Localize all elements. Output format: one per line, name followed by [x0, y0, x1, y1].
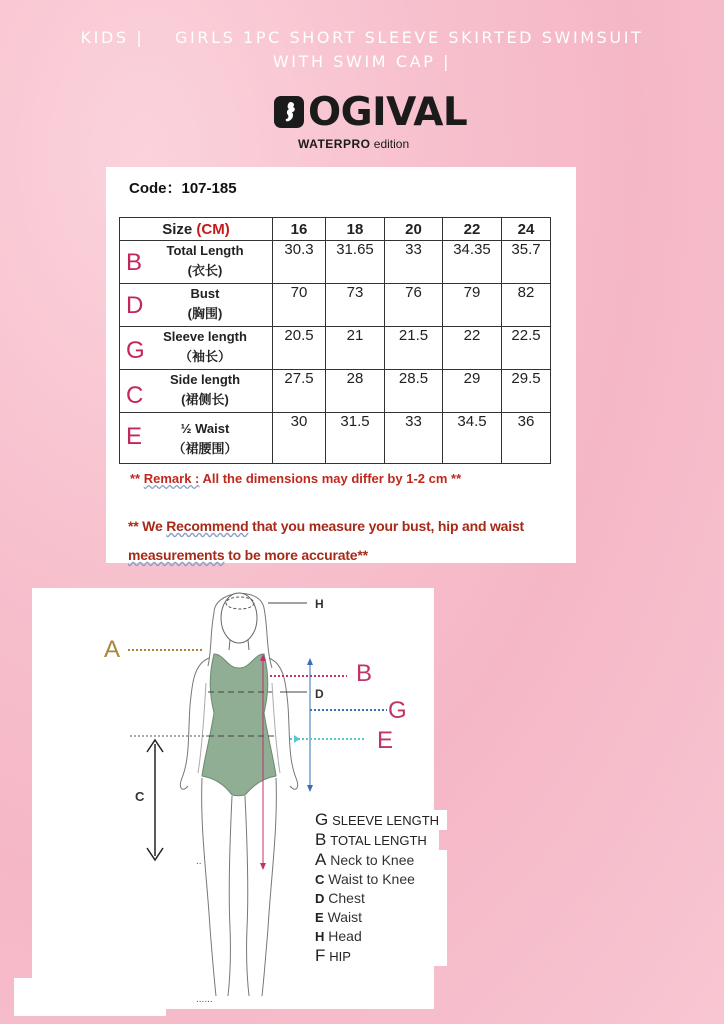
row-letter: C — [126, 382, 144, 409]
row-name: Side length — [169, 372, 241, 387]
size-table — [119, 217, 551, 464]
legend-text: Chest — [328, 890, 365, 906]
table-cell: 30.3 — [273, 241, 326, 284]
legend-item — [315, 908, 447, 927]
size-col-header: 24 — [502, 218, 551, 241]
row-letter: D — [126, 292, 144, 319]
legend-letter: D — [315, 891, 325, 906]
recommend-mid: that you measure your bust, hip and waist — [248, 518, 525, 534]
legend-text: Waist — [327, 909, 363, 925]
table-cell: 76 — [385, 284, 443, 327]
legend-letter: E — [315, 910, 324, 925]
size-header-cell — [120, 218, 273, 241]
table-cell: 21.5 — [385, 327, 443, 370]
legend-item — [315, 810, 447, 830]
remark-text: All the dimensions may differ by 1-2 cm ** — [199, 471, 462, 486]
size-col-header: 20 — [385, 218, 443, 241]
legend-item — [315, 927, 447, 946]
size-header-row — [120, 218, 551, 241]
label-g: G — [388, 697, 407, 724]
remark-label: Remark : — [143, 471, 200, 486]
table-row — [120, 370, 551, 413]
table-cell: 33 — [385, 241, 443, 284]
label-d: D — [315, 687, 324, 701]
size-unit: (CM) — [196, 220, 230, 238]
recommend-note — [128, 512, 578, 570]
table-row — [120, 241, 551, 284]
table-cell: 20.5 — [273, 327, 326, 370]
table-cell: 22.5 — [502, 327, 551, 370]
row-name-cn: (胸围) — [187, 306, 223, 321]
legend-item — [315, 830, 439, 850]
label-a: A — [104, 636, 121, 663]
row-name-cn: （袖长） — [178, 349, 231, 364]
legend-text: HIP — [329, 949, 351, 964]
legend-item — [315, 946, 447, 966]
table-cell: 30 — [273, 413, 326, 464]
legend-item — [315, 850, 447, 870]
recommend-word: Recommend — [166, 518, 249, 534]
sub-brand-name: WATERPRO — [298, 137, 371, 151]
row-name: ½ Waist — [180, 421, 230, 436]
legend-letter: A — [315, 850, 327, 869]
label-e: E — [377, 727, 394, 754]
legend-letter: G — [315, 810, 329, 829]
table-cell: 31.5 — [326, 413, 385, 464]
row-letter: E — [126, 423, 143, 450]
legend-item — [315, 889, 447, 908]
product-title-line2: WITH SWIM CAP | — [272, 52, 452, 71]
brand-logo — [274, 90, 468, 154]
size-col-header: 22 — [443, 218, 502, 241]
table-cell: 34.35 — [443, 241, 502, 284]
table-cell: 35.7 — [502, 241, 551, 284]
product-title-line1: KIDS | GIRLS 1PC SHORT SLEEVE SKIRTED SWIMSUIT — [80, 28, 644, 47]
row-label-cell — [120, 327, 273, 370]
label-c: C — [135, 789, 145, 804]
row-label-cell — [120, 284, 273, 327]
table-cell: 79 — [443, 284, 502, 327]
measurement-legend — [315, 810, 447, 966]
table-cell: 33 — [385, 413, 443, 464]
row-name: Sleeve length — [163, 329, 247, 344]
table-cell: 29 — [443, 370, 502, 413]
brand-subline — [298, 137, 409, 151]
table-cell: 28 — [326, 370, 385, 413]
white-patch — [14, 978, 166, 1016]
table-cell: 70 — [273, 284, 326, 327]
row-letter: G — [126, 337, 145, 364]
sub-brand-suffix: edition — [373, 137, 410, 151]
remark-prefix: ** — [130, 471, 144, 486]
table-cell: 28.5 — [385, 370, 443, 413]
table-cell: 34.5 — [443, 413, 502, 464]
row-name: Bust — [190, 286, 220, 301]
legend-letter: H — [315, 929, 325, 944]
legend-letter: B — [315, 830, 327, 849]
legend-text: Head — [328, 928, 362, 944]
table-cell: 73 — [326, 284, 385, 327]
row-letter: B — [126, 249, 143, 276]
svg-text:..: .. — [196, 856, 202, 867]
table-cell: 82 — [502, 284, 551, 327]
legend-letter: F — [315, 946, 326, 965]
row-label-cell — [120, 413, 273, 464]
recommend-end: to be more accurate** — [224, 547, 368, 563]
row-label-cell — [120, 241, 273, 284]
legend-item — [315, 870, 447, 889]
size-col-header: 18 — [326, 218, 385, 241]
row-name-cn: (裙侧长) — [181, 392, 229, 407]
legend-text: Waist to Knee — [328, 871, 415, 887]
legend-text: SLEEVE LENGTH — [332, 813, 440, 828]
label-b: B — [356, 660, 373, 687]
row-label-cell — [120, 370, 273, 413]
product-code: Code：107-185 — [129, 180, 237, 197]
swimsuit-shape — [202, 654, 276, 796]
legend-letter: C — [315, 872, 325, 887]
brand-name: OGIVAL — [308, 90, 468, 135]
table-cell: 21 — [326, 327, 385, 370]
row-name-cn: （裙腰围） — [172, 441, 238, 456]
label-h: H — [315, 597, 324, 611]
measurements-word: measurements — [128, 547, 225, 563]
size-chart-card — [106, 167, 576, 563]
svg-text:......: ...... — [196, 994, 213, 1005]
table-cell: 36 — [502, 413, 551, 464]
legend-text: TOTAL LENGTH — [330, 833, 427, 848]
table-row — [120, 413, 551, 464]
table-row — [120, 284, 551, 327]
row-name-cn: (衣长) — [187, 263, 223, 278]
size-col-header: 16 — [273, 218, 326, 241]
table-cell: 27.5 — [273, 370, 326, 413]
size-label: Size — [162, 220, 193, 238]
table-cell: 22 — [443, 327, 502, 370]
row-name: Total Length — [166, 243, 244, 258]
table-cell: 31.65 — [326, 241, 385, 284]
table-row — [120, 327, 551, 370]
product-title — [0, 26, 724, 74]
legend-text: Neck to Knee — [330, 852, 415, 868]
table-cell: 29.5 — [502, 370, 551, 413]
remark-note — [130, 471, 461, 486]
seahorse-icon — [274, 96, 304, 128]
recommend-prefix: ** We — [128, 518, 167, 534]
